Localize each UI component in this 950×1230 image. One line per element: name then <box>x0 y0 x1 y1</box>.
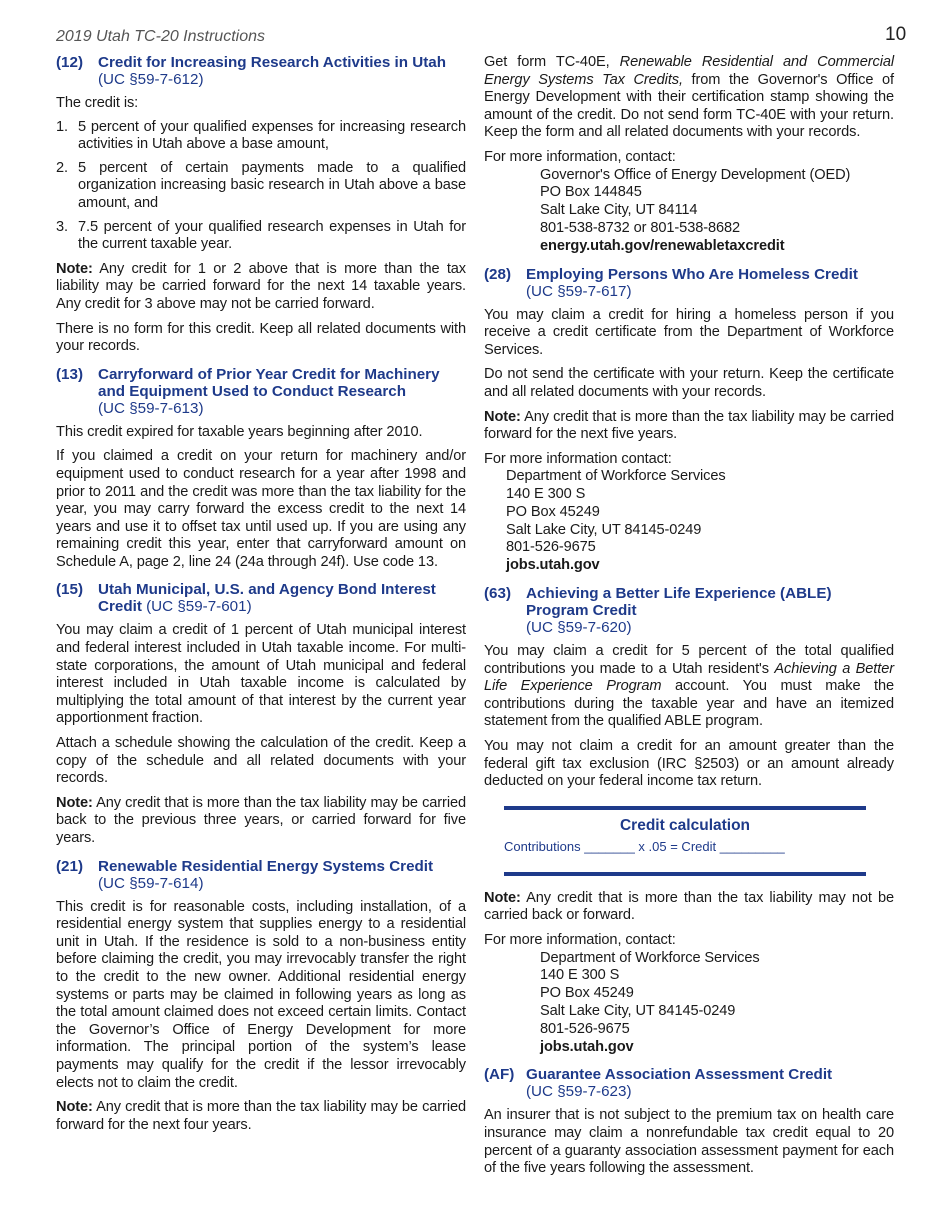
contact-label: For more information contact: <box>484 450 672 467</box>
section-heading-15 <box>56 581 466 615</box>
paragraph: If you claimed a credit on your return for machinery and/or equipment used to conduct research for a year after 1998 and prior to 2011 and the credit was more than the tax liability for the year, you may carry forward the excess credit to the next 14 years and use it to offset tax until used up. If you are using any remaining credit this year, enter that carryforward amount on Schedule A, page 2, line 24 (24a through 24f). Use code 13. <box>56 448 466 570</box>
section-number: (21) <box>56 857 84 875</box>
list-item: 3. 7.5 percent of your qualified research expenses in Utah for the current taxable year. <box>56 218 466 253</box>
contact-label: For more information, contact: <box>484 932 676 949</box>
section-number: (28) <box>484 265 512 283</box>
section-citation: (UC §59-7-614) <box>98 874 204 892</box>
contact-address: Governor's Office of Energy Development (OED) PO Box 144845 Salt Lake City, UT 84114 801-538-8732 or 801-538-8682 energy.utah.gov/renewabletaxcredit <box>484 167 894 256</box>
paragraph: This credit expired for taxable years beginning after 2010. <box>56 423 423 440</box>
paragraph: There is no form for this credit. Keep all related documents with your records. <box>56 320 466 355</box>
section-heading-12 <box>56 54 466 71</box>
note-paragraph: Note: Any credit that is more than the tax liability may be carried forward for the next four years. <box>56 1099 466 1133</box>
section-number: (15) <box>56 581 84 599</box>
section-number: (12) <box>56 54 84 71</box>
paragraph: Attach a schedule showing the calculation of the credit. Keep a copy of the schedule and all related documents with your records. <box>56 735 466 787</box>
section-heading-63 <box>484 585 894 619</box>
section-citation: (UC §59-7-617) <box>526 282 632 300</box>
calculation-line: Contributions _______ x .05 = Credit _________ <box>504 838 785 854</box>
list-item: 2. 5 percent of certain payments made to a qualified organization increasing basic research in Utah above a base amount, and <box>56 159 466 211</box>
numbered-list <box>56 119 466 254</box>
paragraph: Get form TC-40E, Renewable Residential and Commercial Energy Systems Tax Credits, from the Governor's Office of Energy Development with their certification stamp showing the amount of the credit. Do not send form TC-40E with your return. Keep the form and all related documents with your records. <box>484 54 894 141</box>
contact-address: Department of Workforce Services 140 E 300 S PO Box 45249 Salt Lake City, UT 84145-0249 801-526-9675 jobs.utah.gov <box>484 468 894 575</box>
section-number: (AF) <box>484 1066 515 1084</box>
paragraph: Do not send the certificate with your return. Keep the certificate and all related documents with your records. <box>484 366 894 400</box>
website-link[interactable]: energy.utah.gov/renewabletaxcredit <box>540 237 785 254</box>
section-title: Achieving a Better Life Experience (ABLE) Program Credit <box>526 585 832 620</box>
section-title: Renewable Residential Energy Systems Credit <box>98 857 434 875</box>
paragraph: You may claim a credit for hiring a homeless person if you receive a credit certificate from the Department of Workforce Services. <box>484 306 894 358</box>
section-title: Utah Municipal, U.S. and Agency Bond Interest Credit <box>98 581 436 616</box>
paragraph: You may not claim a credit for an amount greater than the federal gift tax exclusion (IRC §2503) or an amount already deducted on your federal income tax return. <box>484 738 894 790</box>
section-citation: (UC §59-7-612) <box>98 71 204 88</box>
contact-label: For more information, contact: <box>484 148 676 165</box>
section-citation: (UC §59-7-601) <box>146 598 252 616</box>
note-paragraph: Note: Any credit that is more than the tax liability may be carried forward for the next five years. <box>484 408 894 443</box>
section-heading-13 <box>56 366 466 400</box>
paragraph: This credit is for reasonable costs, including installation, of a residential energy system that supplies energy to a residential unit in Utah. If the residence is sold to a non-business entity before claiming the credit, you may irrevocably transfer the right to the credit to the new owner. Additional residential energy systems or parts may be claimed in following years as long as the total amount claimed does not exceed certain limits. Contact the Governor’s Office of Energy Development for more information. The principal portion of the system’s lease payments may qualify for the credit if the lessor irrevocably elects not to claim the credit. <box>56 898 466 1091</box>
left-column <box>56 54 466 1134</box>
paragraph: The credit is: <box>56 95 139 111</box>
section-title: Guarantee Association Assessment Credit <box>526 1066 833 1084</box>
section-citation: (UC §59-7-613) <box>98 399 204 417</box>
paragraph: You may claim a credit of 1 percent of Utah municipal interest and federal interest included in Utah taxable income. For multi-state corporations, the amount of Utah municipal and federal interest included in Utah taxable income is calculated by multiplying the total amount of that interest by the current year apportionment fraction. <box>56 622 466 727</box>
credit-calculation-box <box>504 806 866 876</box>
section-heading-28 <box>484 266 894 283</box>
section-number: (63) <box>484 585 512 603</box>
paragraph: An insurer that is not subject to the premium tax on health care insurance may claim a nonrefundable tax credit equal to 20 percent of a guaranty association assessment payment for each of the five years following the assessment. <box>484 1107 894 1177</box>
right-column <box>484 54 894 1178</box>
section-title: Employing Persons Who Are Homeless Credit <box>526 265 858 283</box>
section-citation: (UC §59-7-620) <box>526 619 632 637</box>
section-title: Carryforward of Prior Year Credit for Machinery and Equipment Used to Conduct Research <box>98 365 440 400</box>
section-heading-21 <box>56 858 466 875</box>
website-link[interactable]: jobs.utah.gov <box>506 557 600 574</box>
page-number: 10 <box>885 24 907 45</box>
list-item: 1. 5 percent of your qualified expenses for increasing research activities in Utah above a base amount, <box>56 118 466 153</box>
contact-address: Department of Workforce Services 140 E 300 S PO Box 45249 Salt Lake City, UT 84145-0249 801-526-9675 jobs.utah.gov <box>484 950 894 1057</box>
section-number: (13) <box>56 365 84 383</box>
section-heading-af <box>484 1066 894 1083</box>
section-citation: (UC §59-7-623) <box>526 1083 632 1101</box>
website-link[interactable]: jobs.utah.gov <box>540 1038 634 1055</box>
note-paragraph: Note: Any credit that is more than the tax liability may be carried back to the previous three years, or carried forward for five years. <box>56 794 466 846</box>
note-paragraph: Note: Any credit for 1 or 2 above that is more than the tax liability may be carried forward for the next 14 taxable years. Any credit for 3 above may not be carried forward. <box>56 260 466 312</box>
calculation-title: Credit calculation <box>619 816 751 834</box>
section-title: Credit for Increasing Research Activities in Utah <box>98 54 447 71</box>
document-header-title: 2019 Utah TC-20 Instructions <box>56 28 265 45</box>
paragraph: You may claim a credit for 5 percent of the total qualified contributions you made to a Utah resident's Achieving a Better Life Experience Program account. You must make the contributions during the taxable year and have an itemized statement from the qualified ABLE program. <box>484 643 895 730</box>
note-paragraph: Note: Any credit that is more than the tax liability may not be carried back or forward. <box>484 889 894 924</box>
